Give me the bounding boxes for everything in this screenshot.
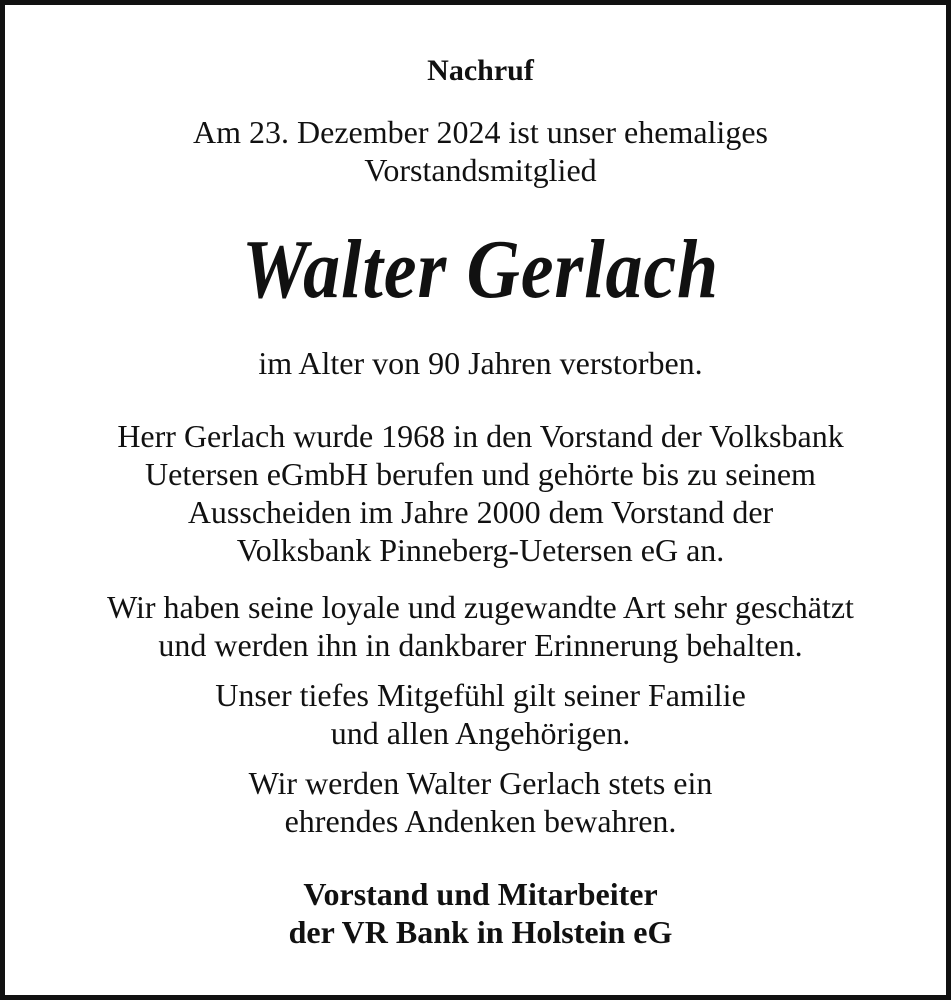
intro-text [10, 113, 951, 189]
paragraph-line: und werden ihn in dankbarer Erinnerung behalten. [158, 627, 803, 663]
paragraph-line: Uetersen eGmbH berufen und gehörte bis zu seinem [145, 456, 816, 492]
paragraph-line: Wir haben seine loyale und zugewandte Art sehr geschätzt [107, 589, 854, 625]
condolence-paragraph [10, 676, 951, 752]
paragraph-line: Volksbank Pinneberg-Uetersen eG an. [236, 532, 725, 568]
appreciation-paragraph [10, 588, 951, 664]
notice-heading: Nachruf [427, 54, 534, 87]
deceased-name: Walter Gerlach [241, 223, 720, 316]
remembrance-paragraph [10, 764, 951, 840]
paragraph-line: Ausscheiden im Jahre 2000 dem Vorstand der [187, 494, 774, 530]
paragraph-line: ehrendes Andenken bewahren. [284, 803, 677, 839]
signature-line: der VR Bank in Holstein eG [288, 914, 673, 950]
intro-line: Am 23. Dezember 2024 ist unser ehemaliges [193, 114, 768, 150]
paragraph-line: Wir werden Walter Gerlach stets ein [248, 765, 713, 801]
signature-line: Vorstand und Mitarbeiter [303, 876, 658, 912]
paragraph-line: Herr Gerlach wurde 1968 in den Vorstand der Volksbank [117, 418, 844, 454]
paragraph-line: und allen Angehörigen. [330, 715, 631, 751]
paragraph-line: Unser tiefes Mitgefühl gilt seiner Familie [215, 677, 746, 713]
signature-block [10, 875, 951, 951]
career-paragraph [10, 417, 951, 569]
age-line: im Alter von 90 Jahren verstorben. [258, 345, 703, 381]
intro-line: Vorstandsmitglied [364, 152, 597, 188]
